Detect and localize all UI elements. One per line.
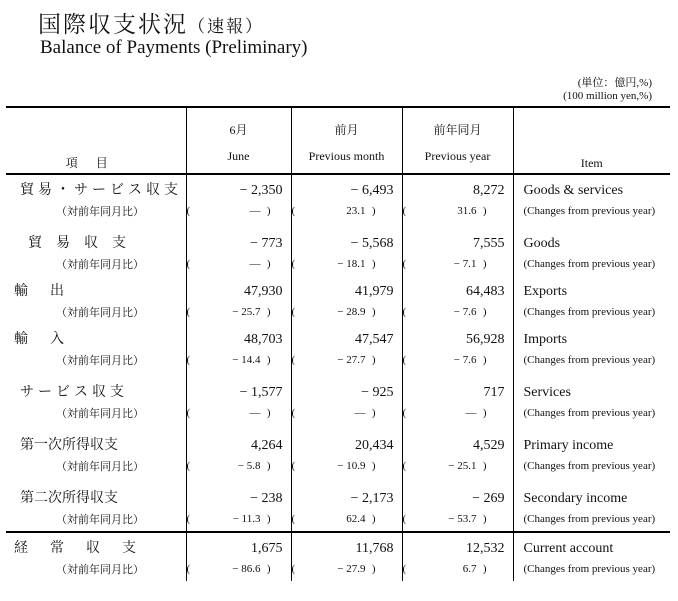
change-row: [6, 507, 670, 532]
value-june: 1,675: [186, 532, 291, 557]
change-value: − 28.9: [337, 306, 366, 318]
row-name-en: Current account: [513, 532, 670, 557]
change-cell: ( − 25.1 ): [402, 454, 513, 478]
value-prev-month: − 6,493: [291, 174, 402, 199]
value-prev-year: 8,272: [402, 174, 513, 199]
table-row: [6, 174, 670, 199]
row-name-en: Primary income: [513, 425, 670, 454]
change-cell: ( 6.7 ): [402, 557, 513, 581]
table-row: [6, 532, 670, 557]
value-june: 48,703: [186, 324, 291, 348]
change-cell: ( − 7.6 ): [402, 348, 513, 372]
header-june-jp: 6月: [186, 107, 291, 140]
change-label-en: (Changes from previous year): [513, 454, 670, 478]
header-prev-month-jp: 前月: [291, 107, 402, 140]
row-name-jp: サービス収支: [20, 385, 128, 400]
value-prev-month: 20,434: [291, 425, 402, 454]
change-row: [6, 300, 670, 324]
change-cell: ( − 27.7 ): [291, 348, 402, 372]
unit-label-jp: (単位：億円,%): [577, 77, 652, 89]
change-value: —: [249, 258, 261, 270]
value-prev-year: 4,529: [402, 425, 513, 454]
change-value: − 25.1: [448, 460, 477, 472]
change-value: − 27.9: [337, 563, 366, 575]
change-label-jp: （対前年同月比）: [56, 514, 144, 526]
value-june: − 2,350: [186, 174, 291, 199]
row-name-jp: 輸出: [14, 284, 86, 299]
value-prev-year: 717: [402, 372, 513, 401]
row-name-en: Goods: [513, 223, 670, 252]
change-value: 6.7: [462, 563, 477, 575]
title-suffix: （速報）: [188, 17, 264, 36]
page-title-jp: [38, 6, 264, 39]
change-cell: ( − 7.6 ): [402, 300, 513, 324]
change-label-jp: （対前年同月比）: [56, 408, 144, 420]
change-row: [6, 454, 670, 478]
change-cell: ( 62.4 ): [291, 507, 402, 532]
value-prev-month: 47,547: [291, 324, 402, 348]
change-row: [6, 199, 670, 223]
change-value: − 7.6: [453, 354, 477, 366]
table-row: [6, 372, 670, 401]
change-row: [6, 252, 670, 276]
change-cell: ( — ): [402, 401, 513, 425]
table-body: [6, 174, 670, 581]
table-row: [6, 324, 670, 348]
change-value: − 7.1: [453, 258, 477, 270]
change-cell: ( − 53.7 ): [402, 507, 513, 532]
change-value: —: [249, 205, 261, 217]
change-cell: ( − 86.6 ): [186, 557, 291, 581]
change-label-en: (Changes from previous year): [513, 252, 670, 276]
value-prev-year: 64,483: [402, 276, 513, 300]
value-prev-month: − 5,568: [291, 223, 402, 252]
row-name-en: Exports: [513, 276, 670, 300]
change-cell: ( − 7.1 ): [402, 252, 513, 276]
change-cell: ( — ): [291, 401, 402, 425]
title-main: 国際収支状況: [38, 12, 188, 37]
value-prev-year: − 269: [402, 478, 513, 507]
row-name-jp: 輸入: [14, 332, 86, 347]
value-prev-year: 12,532: [402, 532, 513, 557]
change-label-en: (Changes from previous year): [513, 199, 670, 223]
header-prev-year-en: Previous year: [402, 140, 513, 174]
row-name-en: Imports: [513, 324, 670, 348]
row-name-en: Secondary income: [513, 478, 670, 507]
row-name-jp: 経常収支: [6, 532, 186, 557]
change-label-jp: （対前年同月比）: [56, 206, 144, 218]
change-label-en: (Changes from previous year): [513, 557, 670, 581]
value-prev-month: − 925: [291, 372, 402, 401]
change-label-en: (Changes from previous year): [513, 348, 670, 372]
change-value: 62.4: [346, 513, 366, 525]
page-title-en: Balance of Payments (Preliminary): [40, 37, 308, 58]
table-row: [6, 276, 670, 300]
table-row: [6, 478, 670, 507]
row-name-en: Services: [513, 372, 670, 401]
table-row: [6, 223, 670, 252]
change-row: [6, 348, 670, 372]
change-label-jp: （対前年同月比）: [56, 564, 144, 576]
row-name-en: Goods & services: [513, 174, 670, 199]
value-prev-month: 41,979: [291, 276, 402, 300]
change-value: − 5.8: [237, 460, 261, 472]
change-cell: ( − 5.8 ): [186, 454, 291, 478]
change-cell: ( − 14.4 ): [186, 348, 291, 372]
change-value: − 86.6: [232, 563, 261, 575]
change-cell: ( − 18.1 ): [291, 252, 402, 276]
value-prev-month: 11,768: [291, 532, 402, 557]
change-label-en: (Changes from previous year): [513, 401, 670, 425]
change-label-jp: （対前年同月比）: [56, 307, 144, 319]
change-label-en: (Changes from previous year): [513, 300, 670, 324]
change-value: —: [249, 407, 261, 419]
value-june: 4,264: [186, 425, 291, 454]
row-name-jp: 第一次所得収支: [20, 438, 118, 453]
change-value: − 25.7: [232, 306, 261, 318]
header-june-en: June: [186, 140, 291, 174]
value-prev-month: − 2,173: [291, 478, 402, 507]
value-june: − 1,577: [186, 372, 291, 401]
change-cell: ( − 28.9 ): [291, 300, 402, 324]
change-cell: ( − 25.7 ): [186, 300, 291, 324]
header-item-jp: 項目: [65, 156, 126, 170]
change-value: 31.6: [457, 205, 477, 217]
change-value: − 27.7: [337, 354, 366, 366]
change-label-jp: （対前年同月比）: [56, 461, 144, 473]
change-value: − 11.3: [232, 513, 261, 525]
unit-label-en: (100 million yen,%): [563, 90, 652, 102]
change-label-en: (Changes from previous year): [513, 507, 670, 532]
value-prev-year: 7,555: [402, 223, 513, 252]
change-cell: ( − 10.9 ): [291, 454, 402, 478]
change-cell: ( − 11.3 ): [186, 507, 291, 532]
change-cell: ( — ): [186, 252, 291, 276]
change-value: − 53.7: [448, 513, 477, 525]
value-june: − 773: [186, 223, 291, 252]
row-name-jp: 貿易・サービス収支: [6, 174, 186, 199]
change-value: − 18.1: [337, 258, 366, 270]
change-value: —: [465, 407, 477, 419]
change-value: 23.1: [346, 205, 366, 217]
value-june: 47,930: [186, 276, 291, 300]
change-cell: ( 23.1 ): [291, 199, 402, 223]
change-row: [6, 401, 670, 425]
row-name-jp: 第二次所得収支: [20, 491, 118, 506]
value-prev-year: 56,928: [402, 324, 513, 348]
change-label-jp: （対前年同月比）: [56, 355, 144, 367]
change-label-jp: （対前年同月比）: [56, 259, 144, 271]
value-june: − 238: [186, 478, 291, 507]
header-prev-month-en: Previous month: [291, 140, 402, 174]
change-cell: ( — ): [186, 401, 291, 425]
change-value: —: [354, 407, 366, 419]
change-value: − 14.4: [232, 354, 261, 366]
row-name-jp: 貿易収支: [28, 236, 140, 251]
change-value: − 7.6: [453, 306, 477, 318]
header-prev-year-jp: 前年同月: [402, 107, 513, 140]
table-row: [6, 425, 670, 454]
change-cell: ( — ): [186, 199, 291, 223]
change-cell: ( 31.6 ): [402, 199, 513, 223]
balance-of-payments-table: [6, 106, 670, 581]
change-value: − 10.9: [337, 460, 366, 472]
header-row-1: [6, 107, 670, 140]
change-cell: ( − 27.9 ): [291, 557, 402, 581]
change-row: [6, 557, 670, 581]
header-item-en: Item: [513, 107, 670, 174]
